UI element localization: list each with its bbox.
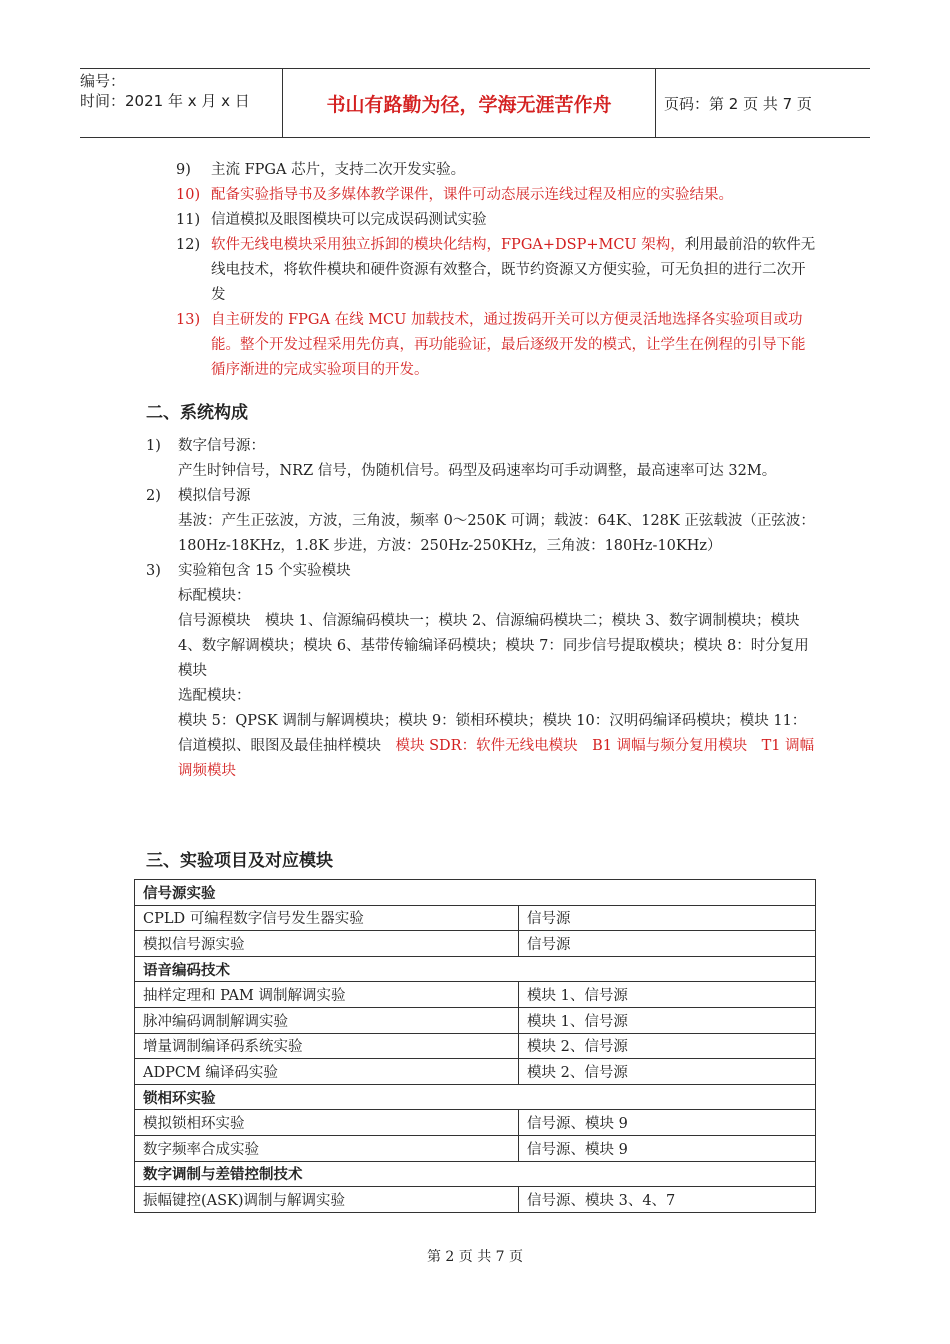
section3-title: 三、实验项目及对应模块 xyxy=(146,851,333,871)
item-number: 12) xyxy=(176,237,201,253)
item-text: 主流 FPGA 芯片，支持二次开发实验。 xyxy=(211,162,466,178)
module-cell: 信号源、模块 3、4、7 xyxy=(519,1187,816,1213)
section2-body xyxy=(146,434,816,784)
opt-modules-label: 选配模块： xyxy=(178,688,251,704)
header-time: 时间：2021 年 x 月 x 日 xyxy=(80,92,250,110)
table-category-row xyxy=(135,1161,816,1187)
category-cell: 语音编码技术 xyxy=(135,956,816,982)
table-row xyxy=(135,1059,816,1085)
module-cell: 信号源 xyxy=(519,905,816,931)
table-row xyxy=(135,1033,816,1059)
item-number: 10) xyxy=(176,187,201,203)
table-category-row xyxy=(135,1084,816,1110)
item-title: 数字信号源： xyxy=(178,438,265,454)
header-page: 页码：第 2 页 共 7 页 xyxy=(664,94,812,113)
item-number: 2) xyxy=(146,488,161,504)
header-meta xyxy=(80,69,282,137)
table-row xyxy=(135,931,816,957)
table-row xyxy=(135,1007,816,1033)
table-category-row xyxy=(135,880,816,906)
section2-title: 二、系统构成 xyxy=(146,403,248,423)
item-text: 配备实验指导书及多媒体教学课件，课件可动态展示连线过程及相应的实验结果。 xyxy=(211,187,733,203)
table-row xyxy=(135,982,816,1008)
list-item xyxy=(176,208,816,233)
list-item xyxy=(176,233,816,308)
page-footer: 第 2 页 共 7 页 xyxy=(426,1249,524,1265)
item-number: 9) xyxy=(176,162,191,178)
experiment-cell: 模拟信号源实验 xyxy=(135,931,519,957)
table-category-row xyxy=(135,956,816,982)
system-item xyxy=(146,434,816,459)
item-text xyxy=(211,233,816,308)
item-body: 产生时钟信号，NRZ 信号，伪随机信号。码型及码速率均可手动调整，最高速率可达 32M。 xyxy=(178,463,777,479)
module-cell: 信号源、模块 9 xyxy=(519,1135,816,1161)
experiment-cell: 振幅键控(ASK)调制与解调实验 xyxy=(135,1187,519,1213)
module-cell: 信号源 xyxy=(519,931,816,957)
experiment-table xyxy=(134,879,816,1213)
header-number: 编号： xyxy=(80,72,126,90)
opt-modules-text: 模块 5：QPSK 调制与解调模块；模块 9：锁相环模块；模块 10：汉明码编译码模块；模块 11：信道模拟、眼图及最佳抽样模块 xyxy=(178,713,807,754)
experiment-cell: 抽样定理和 PAM 调制解调实验 xyxy=(135,982,519,1008)
category-cell: 锁相环实验 xyxy=(135,1084,816,1110)
item-number: 13) xyxy=(176,312,201,328)
item-number: 11) xyxy=(176,212,201,228)
module-cell: 信号源、模块 9 xyxy=(519,1110,816,1136)
table-row xyxy=(135,1187,816,1213)
item-body: 基波：产生正弦波，方波，三角波，频率 0～250K 可调；载波：64K、128K 正弦载波（正弦波：180Hz-18KHz，1.8K 步进，方波：250Hz-250KHz，三角波：180Hz-10KHz） xyxy=(178,513,815,554)
list-item xyxy=(176,183,816,208)
experiment-cell: 数字频率合成实验 xyxy=(135,1135,519,1161)
item-text-rest: 利用最前沿的软件无线电技术，将软件模块和硬件资源有效整合，既节约资源又方便实验，可无负担的进行二次开发 xyxy=(211,237,816,303)
std-modules-label: 标配模块： xyxy=(178,588,251,604)
table-row xyxy=(135,1110,816,1136)
opt-modules-highlight: 模块 SDR：软件无线电模块 B1 调幅与频分复用模块 T1 调幅调频模块 xyxy=(178,738,815,779)
item-number: 1) xyxy=(146,438,161,454)
opt-modules-body xyxy=(146,709,816,784)
category-cell: 数字调制与差错控制技术 xyxy=(135,1161,816,1187)
item-text: 信道模拟及眼图模块可以完成误码测试实验 xyxy=(211,212,487,228)
item-title: 模拟信号源 xyxy=(178,488,251,504)
std-modules-body: 信号源模块 模块 1、信源编码模块一；模块 2、信源编码模块二；模块 3、数字调制模块；模块 4、数字解调模块；模块 6、基带传输编译码模块；模块 7：同步信号提取模块；模块 8：时分复用模块 xyxy=(178,613,809,679)
experiment-cell: 增量调制编译码系统实验 xyxy=(135,1033,519,1059)
item-text: 自主研发的 FPGA 在线 MCU 加载技术，通过拨码开关可以方便灵活地选择各实验项目或功能。整个开发过程采用先仿真，再功能验证，最后逐级开发的模式，让学生在例程的引导下能循序渐进的完成实验项目的开发。 xyxy=(211,312,806,378)
module-cell: 模块 2、信号源 xyxy=(519,1059,816,1085)
category-cell: 信号源实验 xyxy=(135,880,816,906)
list-item xyxy=(176,308,816,383)
module-cell: 模块 1、信号源 xyxy=(519,982,816,1008)
module-cell: 模块 2、信号源 xyxy=(519,1033,816,1059)
page-header xyxy=(80,68,870,138)
experiment-cell: 脉冲编码调制解调实验 xyxy=(135,1007,519,1033)
system-item xyxy=(146,559,816,584)
header-motto: 书山有路勤为径，学海无涯苦作舟 xyxy=(282,69,656,137)
experiment-cell: 模拟锁相环实验 xyxy=(135,1110,519,1136)
experiment-cell: ADPCM 编译码实验 xyxy=(135,1059,519,1085)
item-number: 3) xyxy=(146,563,161,579)
table-row xyxy=(135,1135,816,1161)
list-item xyxy=(176,158,816,183)
system-item xyxy=(146,484,816,509)
experiment-cell: CPLD 可编程数字信号发生器实验 xyxy=(135,905,519,931)
feature-list xyxy=(176,158,816,383)
table-row xyxy=(135,905,816,931)
item-text-highlight: 软件无线电模块采用独立拆卸的模块化结构，FPGA+DSP+MCU 架构， xyxy=(211,237,685,253)
item-title: 实验箱包含 15 个实验模块 xyxy=(178,563,351,579)
module-cell: 模块 1、信号源 xyxy=(519,1007,816,1033)
